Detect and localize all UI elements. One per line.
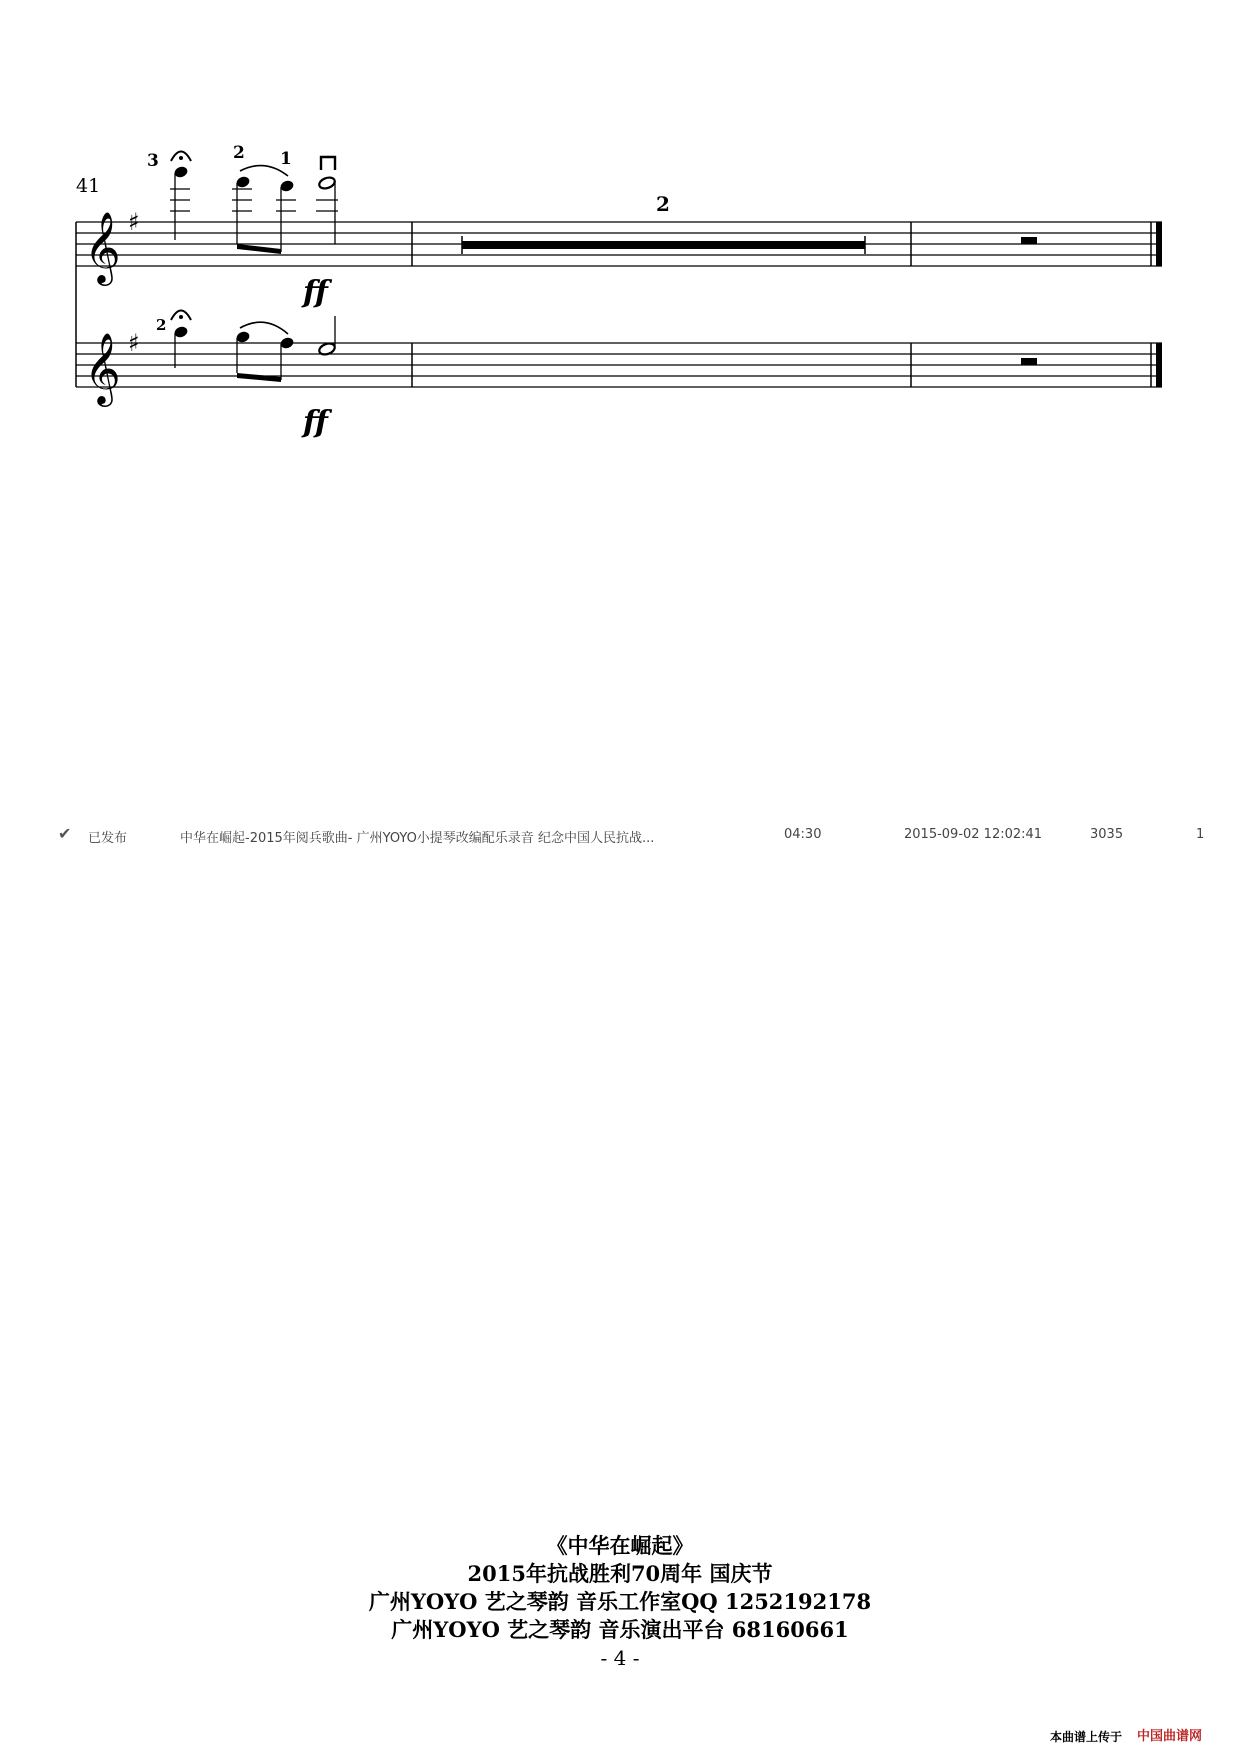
slur	[240, 322, 288, 334]
upload-note: 本曲谱上传于	[1050, 1730, 1123, 1744]
row-datetime: 2015-09-02 12:02:41	[904, 827, 1043, 842]
measure-number: 41	[76, 175, 101, 197]
fingering: 2	[233, 143, 245, 163]
half-rest-icon	[1021, 237, 1037, 244]
eighth-note-pair	[235, 330, 295, 382]
footer-title: 《中华在崛起》	[546, 1533, 694, 1558]
site-logo: 中国曲谱网	[1137, 1729, 1203, 1744]
music-score	[0, 0, 1240, 460]
row-status: 已发布	[88, 831, 128, 846]
half-rest-icon	[1021, 358, 1037, 365]
bottom-staff	[76, 343, 1162, 387]
page-number: - 4 -	[600, 1646, 640, 1670]
multirest-count: 2	[656, 192, 670, 216]
row-duration: 04:30	[784, 827, 822, 842]
fermata-dot	[179, 315, 183, 319]
treble-clef-icon: 𝄞	[84, 210, 121, 283]
half-note	[318, 316, 336, 356]
sharp-icon: ♯	[128, 208, 140, 236]
row-plays: 3035	[1090, 827, 1124, 842]
footer-line-2: 2015年抗战胜利70周年 国庆节	[467, 1561, 773, 1586]
fingering: 1	[280, 149, 292, 169]
check-icon: ✔	[58, 824, 72, 843]
fingering: 2	[156, 316, 167, 334]
half-note	[316, 176, 338, 244]
row-count: 1	[1196, 827, 1205, 842]
down-bow-icon	[321, 157, 335, 170]
final-barline	[1151, 222, 1162, 387]
fingering: 3	[147, 151, 159, 171]
sharp-icon: ♯	[128, 329, 140, 357]
fermata-dot	[179, 156, 183, 160]
note-fermata	[173, 325, 189, 368]
row-title[interactable]: 中华在崛起-2015年阅兵歌曲- 广州YOYO小提琴改编配乐录音 纪念中国人民抗战...	[180, 831, 655, 846]
multi-measure-rest	[462, 236, 865, 254]
footer-line-3: 广州YOYO 艺之琴韵 音乐工作室QQ 1252192178	[368, 1589, 872, 1614]
dynamic-marking: ff	[303, 405, 328, 440]
dynamic-marking: ff	[303, 275, 328, 310]
note-fermata	[170, 165, 190, 240]
eighth-note-pair	[232, 175, 296, 254]
footer-line-4: 广州YOYO 艺之琴韵 音乐演出平台 68160661	[391, 1617, 849, 1642]
treble-clef-icon: 𝄞	[84, 331, 121, 404]
